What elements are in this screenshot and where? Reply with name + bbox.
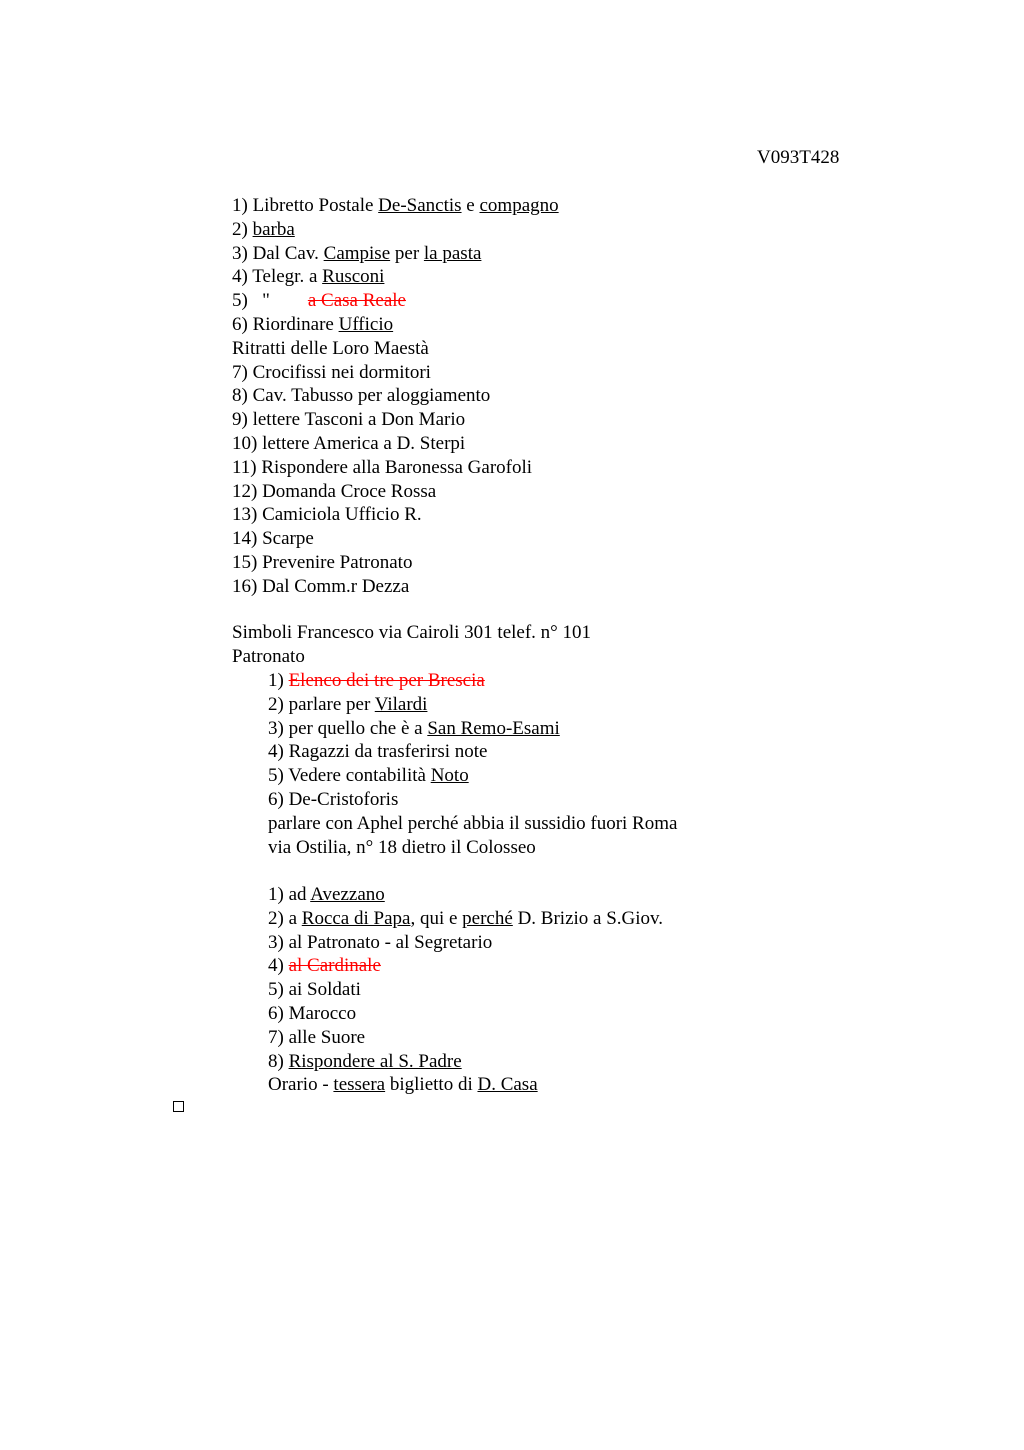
list-item: 10) lettere America a D. Sterpi [232, 432, 466, 454]
list-item: 5) ai Soldati [268, 979, 361, 1001]
list-item: 15) Prevenire Patronato [232, 551, 413, 573]
checkbox-marker-icon [173, 1101, 184, 1112]
section-heading: Patronato [232, 645, 305, 667]
list-item: via Ostilia, n° 18 dietro il Colosseo [268, 836, 536, 858]
list-item: parlare con Aphel perché abbia il sussidio fuori Roma [268, 812, 678, 834]
task-list-main [232, 194, 559, 599]
list-item: 4) Telegr. a Rusconi [232, 266, 385, 288]
list-item: 8) Cav. Tabusso per aloggiamento [232, 385, 491, 407]
contact-line: Simboli Francesco via Cairoli 301 telef. n° 101 [232, 622, 592, 643]
list-item: 9) lettere Tasconi a Don Mario [232, 409, 466, 431]
list-item: 2) barba [232, 218, 295, 240]
struck-text: a Casa Reale [307, 290, 406, 312]
list-item: 5) Vedere contabilità Noto [268, 765, 469, 787]
list-item: 3) Dal Cav. Campise per la pasta [232, 242, 482, 264]
struck-text: Elenco dei tre per Brescia [288, 670, 485, 691]
list-item: 3) al Patronato - al Segretario [268, 931, 493, 953]
patronato-list [268, 669, 677, 859]
list-item: 5) " a Casa Reale [232, 290, 406, 312]
list-item: 11) Rispondere alla Baronessa Garofoli [232, 456, 533, 478]
list-item: 2) parlare per Vilardi [268, 693, 428, 715]
list-item: 8) Rispondere al S. Padre [268, 1050, 462, 1072]
list-item: Ritratti delle Loro Maestà [232, 337, 429, 359]
list-item: Orario - tessera biglietto di D. Casa [268, 1074, 538, 1096]
list-item: 1) Elenco dei tre per Brescia [268, 670, 485, 691]
list-item: 1) ad Avezzano [268, 884, 385, 905]
list-item: 6) Marocco [268, 1002, 357, 1024]
document-id: V093T428 [757, 147, 840, 168]
list-item: 7) Crocifissi nei dormitori [232, 361, 431, 383]
list-item: 2) a Rocca di Papa, qui e perché D. Brizio a S.Giov. [268, 907, 664, 929]
list-item: 14) Scarpe [232, 528, 314, 550]
list-item: 4) al Cardinale [268, 955, 381, 977]
list-item: 6) Riordinare Ufficio [232, 313, 394, 335]
list-item: 6) De-Cristoforis [268, 788, 399, 810]
list-item: 3) per quello che è a San Remo-Esami [268, 717, 560, 739]
errands-list [268, 883, 663, 1097]
list-item: 13) Camiciola Ufficio R. [232, 504, 422, 526]
struck-text: al Cardinale [288, 955, 381, 977]
list-item: 12) Domanda Croce Rossa [232, 480, 437, 502]
list-item: 4) Ragazzi da trasferirsi note [268, 741, 488, 763]
ditto-mark: " [262, 290, 270, 312]
list-item: 1) Libretto Postale De-Sanctis e compagno [232, 195, 559, 216]
contact-block [232, 621, 591, 669]
list-item: 7) alle Suore [268, 1026, 366, 1048]
list-item: 16) Dal Comm.r Dezza [232, 575, 410, 597]
